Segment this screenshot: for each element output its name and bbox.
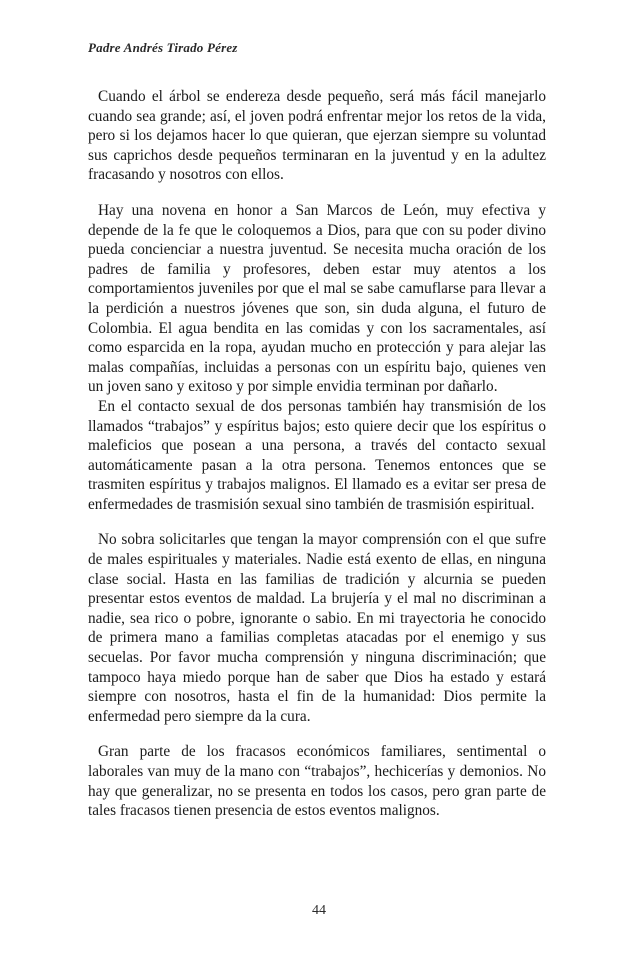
body-text (88, 87, 546, 821)
paragraph-tree-analogy: Cuando el árbol se endereza desde pequeño, será más fácil manejarlo cuando sea grande; así, el joven podrá enfrentar mejor los retos de la vida, pero si los dejamos hacer lo que quieran, que ejerzan siempre su voluntad sus caprichos desde pequeños terminaran en la juventud y en la adultez fracasando y nosotros con ellos. (88, 88, 546, 184)
paragraph-comprehension: No sobra solicitarles que tengan la mayor comprensión con el que sufre de males espirituales y materiales. Nadie está exento de ellas, en ninguna clase social. Hasta en las familias de tradición y alcurnia se pueden presentar estos eventos de maldad. La brujería y el mal no discriminan a nadie, sea rico o pobre, ignorante o sabio. En mi trayectoria he conocido de primera mano a familias completas atacadas por el enemigo y sus secuelas. Por favor mucha comprensión y ninguna discriminación; que tampoco haya miedo porque han de saber que Dios ha estado y estará siempre con nosotros, hasta el fin de la humanidad: Dios permite la enfermedad pero siempre da la cura. (88, 531, 546, 725)
paragraph-sexual-contact: En el contacto sexual de dos personas también hay transmisión de los llamados “trabajos” y espíritus bajos; esto quiere decir que los espíritus o maleficios que posean a una persona, a través del contacto sexual automáticamente pasan a la otra persona. Tenemos entonces que se trasmiten espíritus y trabajos malignos. El llamado es a evitar ser presa de enfermedades de trasmisión sexual sino también de trasmisión espiritual. (88, 397, 546, 513)
paragraph-novena-san-marcos: Hay una novena en honor a San Marcos de León, muy efectiva y depende de la fe que le coloquemos a Dios, para que con su poder divino pueda concienciar a nuestra juventud. Se necesita mucha oración de los padres de familia y profesores, deben estar muy atentos a los comportamientos juveniles por que el mal se sabe camuflarse para llevar a la perdición a nuestros jóvenes que son, sin duda alguna, el futuro de Colombia. El agua bendita en las comidas y con los sacramentales, así como esparcida en la ropa, ayudan mucho en protección y para alejar las malas compañías, incluidas a personas con un espíritu bajo, quienes ven un joven sano y exitoso y por simple envidia terminan por dañarlo. (88, 201, 546, 396)
running-header-author: Padre Andrés Tirado Pérez (88, 40, 238, 55)
page-number: 44 (312, 903, 326, 918)
paragraph-failures: Gran parte de los fracasos económicos familiares, sentimental o laborales van muy de la mano con “trabajos”, hechicerías y demonios. No hay que generalizar, no se presenta en todos los casos, pero gran parte de tales fracasos tienen presencia de estos eventos malignos. (88, 743, 546, 820)
